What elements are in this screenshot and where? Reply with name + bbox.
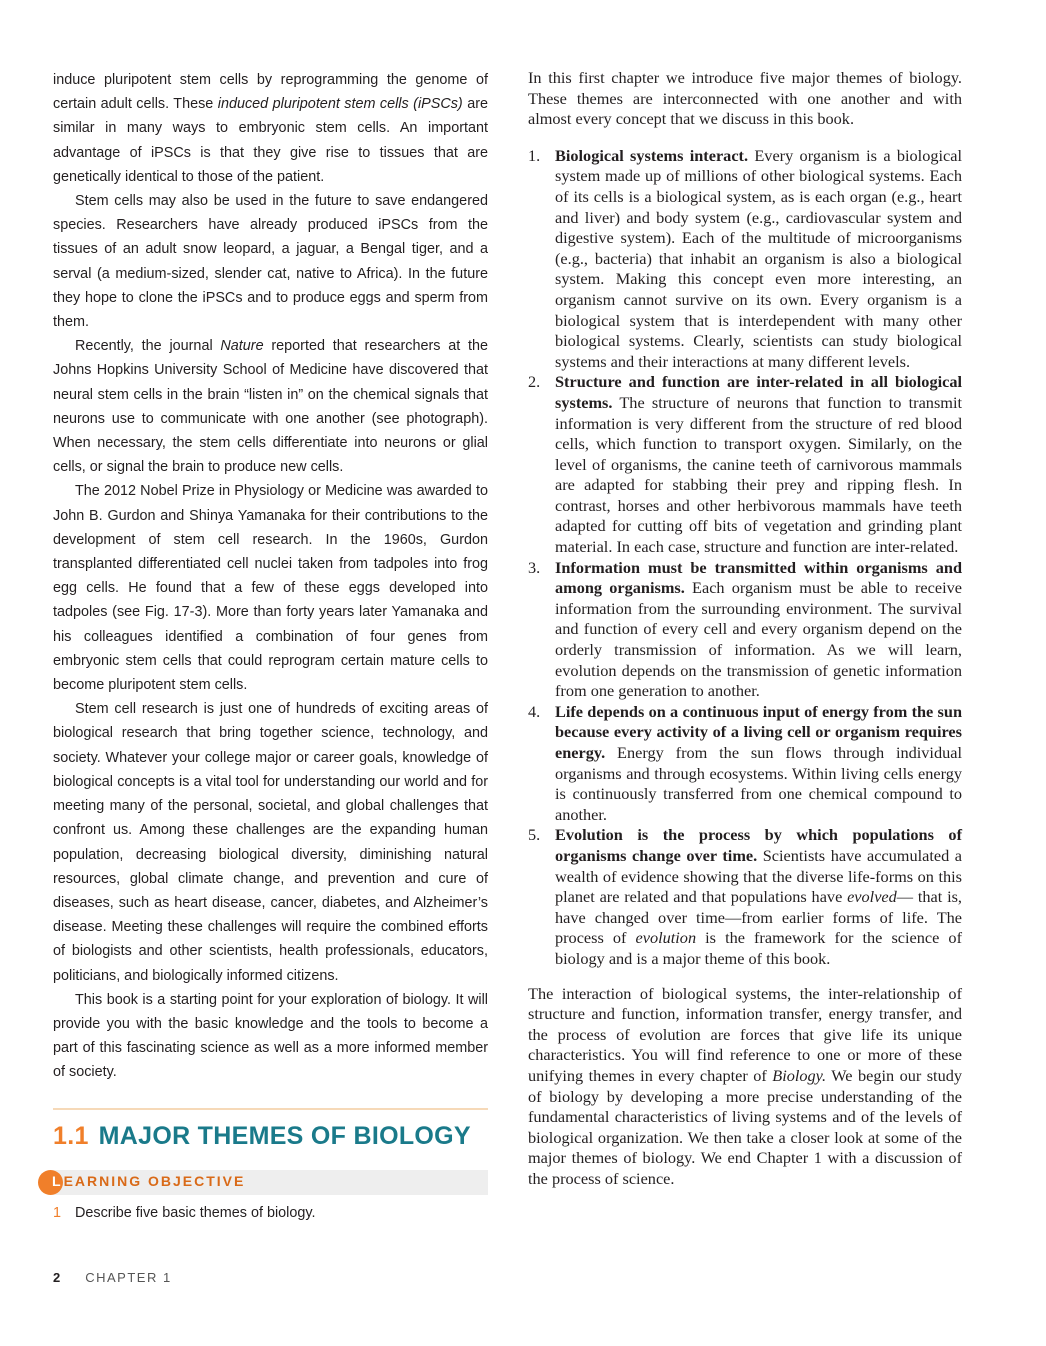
theme-text: is the framework for the science of biology and is a major theme of this book. — [555, 928, 962, 968]
theme-text: The structure of neurons that function to transmit information is very different from the structure of red blood cells, which function to transport oxygen. Similarly, on the level of organisms, the canine teeth of carnivorous mammals are adapted for stabbing their prey and ripping flesh. In contrast, horses and other herbivorous mammals have teeth adapted for cutting off bits of vegetation and grinding plant material. In each case, structure and function are inter-related. — [555, 392, 962, 557]
paragraph: Stem cells may also be used in the future to save endangered species. Researchers have already produced iPSCs from the tissues of an adult snow leopard, a jaguar, a Bengal tiger, and a serval (a medium-sized, slender cat, native to Africa). In the future they hope to clone the iPSCs and to produce eggs and sperm from them. — [53, 193, 488, 331]
theme-item — [528, 146, 962, 373]
theme-heading: Information must be transmitted within organisms and among organisms. — [555, 557, 962, 598]
paragraph-text: Recently, the journal — [75, 338, 221, 355]
paragraph — [53, 334, 488, 479]
paragraph-text: reported that researchers at the Johns Hopkins University School of Medicine have discovered that neural stem cells in the brain “listen in” on the chemical signals that neurons use to communicate with one another (see photograph). When necessary, the stem cells differentiate into neurons or glial cells, or signal the brain to produce new cells. — [53, 338, 488, 476]
italic-term: evolved — [847, 887, 897, 907]
section-title — [53, 1122, 488, 1151]
paragraph-text: The interaction of biological systems, the inter-relationship of structure and function, information transfer, energy transfer, and the process of evolution are forces that give life its unique characteristics. You will find reference to one or more of these unifying themes in every chapter of — [528, 983, 962, 1085]
theme-text: Scientists have accumulated a wealth of evidence showing that the diverse life-forms on this planet are related and that populations have — [555, 845, 963, 907]
theme-number: 2. — [528, 372, 541, 392]
theme-number: 5. — [528, 825, 541, 845]
paragraph-text: induce pluripotent stem cells by reprogramming the genome of certain adult cells. These — [53, 72, 488, 113]
paragraph-text: We begin our study of biology by developing a more precise understanding of the fundamental characteristics of living systems and of the levels of biological organization. We then take a closer look at some of the major themes of biology. We end Chapter 1 with a discussion of the process of science. — [528, 1065, 962, 1188]
theme-item — [528, 825, 962, 969]
theme-number: 4. — [528, 701, 541, 721]
learning-objective-initial: L — [52, 1173, 63, 1189]
theme-heading: Evolution is the process by which populations of organisms change over time. — [555, 825, 962, 865]
theme-item — [528, 372, 962, 557]
theme-heading: Life depends on a continuous input of energy from the sun because every activity of a living cell or organism requires energy. — [555, 701, 962, 762]
section-divider — [53, 1108, 488, 1110]
theme-heading: Structure and function are inter-related in all biological systems. — [555, 372, 962, 412]
paragraph: This book is a starting point for your exploration of biology. It will provide you with the basic knowledge and the tools to become a part of this fascinating science as well as a more informed member of society. — [53, 991, 488, 1081]
themes-list — [528, 146, 962, 970]
theme-number: 3. — [528, 557, 541, 577]
paragraph: The 2012 Nobel Prize in Physiology or Medicine was awarded to John B. Gurdon and Shinya Yamanaka for their contributions to the development of stem cell research. In the 1960s, Gurdon transplanted differentiated cell nuclei taken from tadpoles into frog egg cells. He found that a few of these eggs developed into tadpoles (see Fig. 17-3). More than forty years later Yamanaka and his colleagues identified a combination of four genes from embryonic stem cells that could reprogram certain mature cells to become pluripotent stem cells. — [53, 483, 488, 694]
theme-heading: Biological systems interact. — [555, 145, 749, 165]
paragraph-text: are similar in many ways to embryonic stem cells. An important advantage of iPSCs is that they give rise to tissues that are genetically identical to those of the patient. — [53, 96, 488, 185]
theme-text: Every organism is a biological system made up of millions of other biological systems. Each of its cells is a biological system, as is each organ (e.g., heart and liver) and body system (e.g., cardiovascular system and digestive system). Each of the multitude of microorganisms (e.g., bacteria) that inhabit an organism is also a biological system. Making this concept even more interesting, an organism cannot survive on its own. Every organism is a biological system that is interdependent with many other biological systems. Clearly, scientists can study biological systems and their interactions at many different levels. — [555, 145, 962, 371]
theme-number: 1. — [528, 145, 541, 165]
objective-number: 1 — [53, 1205, 62, 1221]
italic-term: Nature — [220, 338, 264, 355]
closing-paragraph — [528, 984, 962, 1190]
paragraph: Stem cell research is just one of hundreds of exciting areas of biological research that bring together science, technology, and society. Whatever your college major or career goals, knowledge of biological concepts is a vital tool for understanding our world and for meeting many of the personal, societal, and global challenges that confront us. Among these challenges are the expanding human population, decreasing biological diversity, diminishing natural resources, global climate change, and prevention and cure of diseases, such as heart disease, cancer, diabetes, and Alzheimer’s disease. Meeting these challenges will require the combined efforts of biologists and other scientists, health professionals, educators, politicians, and biologically informed citizens. — [53, 701, 488, 984]
italic-term: evolution — [635, 928, 697, 948]
right-column — [528, 68, 962, 1189]
theme-text: Each organism must be able to receive information from the surrounding environment. The survival and function of every cell and every organism depend on the orderly transmission of information. As we will learn, evolution depends on the transmission of genetic information from one generation to another. — [555, 578, 962, 701]
learning-objective-item — [53, 1205, 488, 1221]
objective-text: Describe five basic themes of biology. — [75, 1205, 316, 1221]
learning-objective-label — [53, 1173, 245, 1189]
learning-objective-rest: EARNING OBJECTIVE — [63, 1173, 246, 1189]
italic-term: induced pluripotent stem cells (iPSCs) — [217, 96, 463, 113]
chapter-label: CHAPTER 1 — [85, 1270, 172, 1285]
page-footer — [53, 1270, 172, 1285]
section-heading — [53, 1108, 488, 1151]
paragraph — [53, 68, 488, 189]
intro-paragraph: In this first chapter we introduce five major themes of biology. These themes are interconnected with one another and with almost every concept that we discuss in this book. — [528, 68, 962, 129]
theme-item — [528, 702, 962, 826]
page-number: 2 — [53, 1270, 61, 1285]
section-number: 1.1 — [53, 1122, 89, 1150]
theme-text: — that is, have changed over time—from earlier forms of life. The process of — [555, 887, 962, 948]
section-title-text: MAJOR THEMES OF BIOLOGY — [98, 1122, 471, 1150]
book-title: Biology. — [772, 1065, 827, 1085]
learning-objective-bar — [53, 1170, 488, 1195]
left-column — [53, 68, 488, 1085]
theme-text: Energy from the sun flows through individual organisms and through ecosystems. Within living cells energy is continuously transferred from one chemical compound to another. — [555, 743, 962, 824]
theme-item — [528, 558, 962, 702]
